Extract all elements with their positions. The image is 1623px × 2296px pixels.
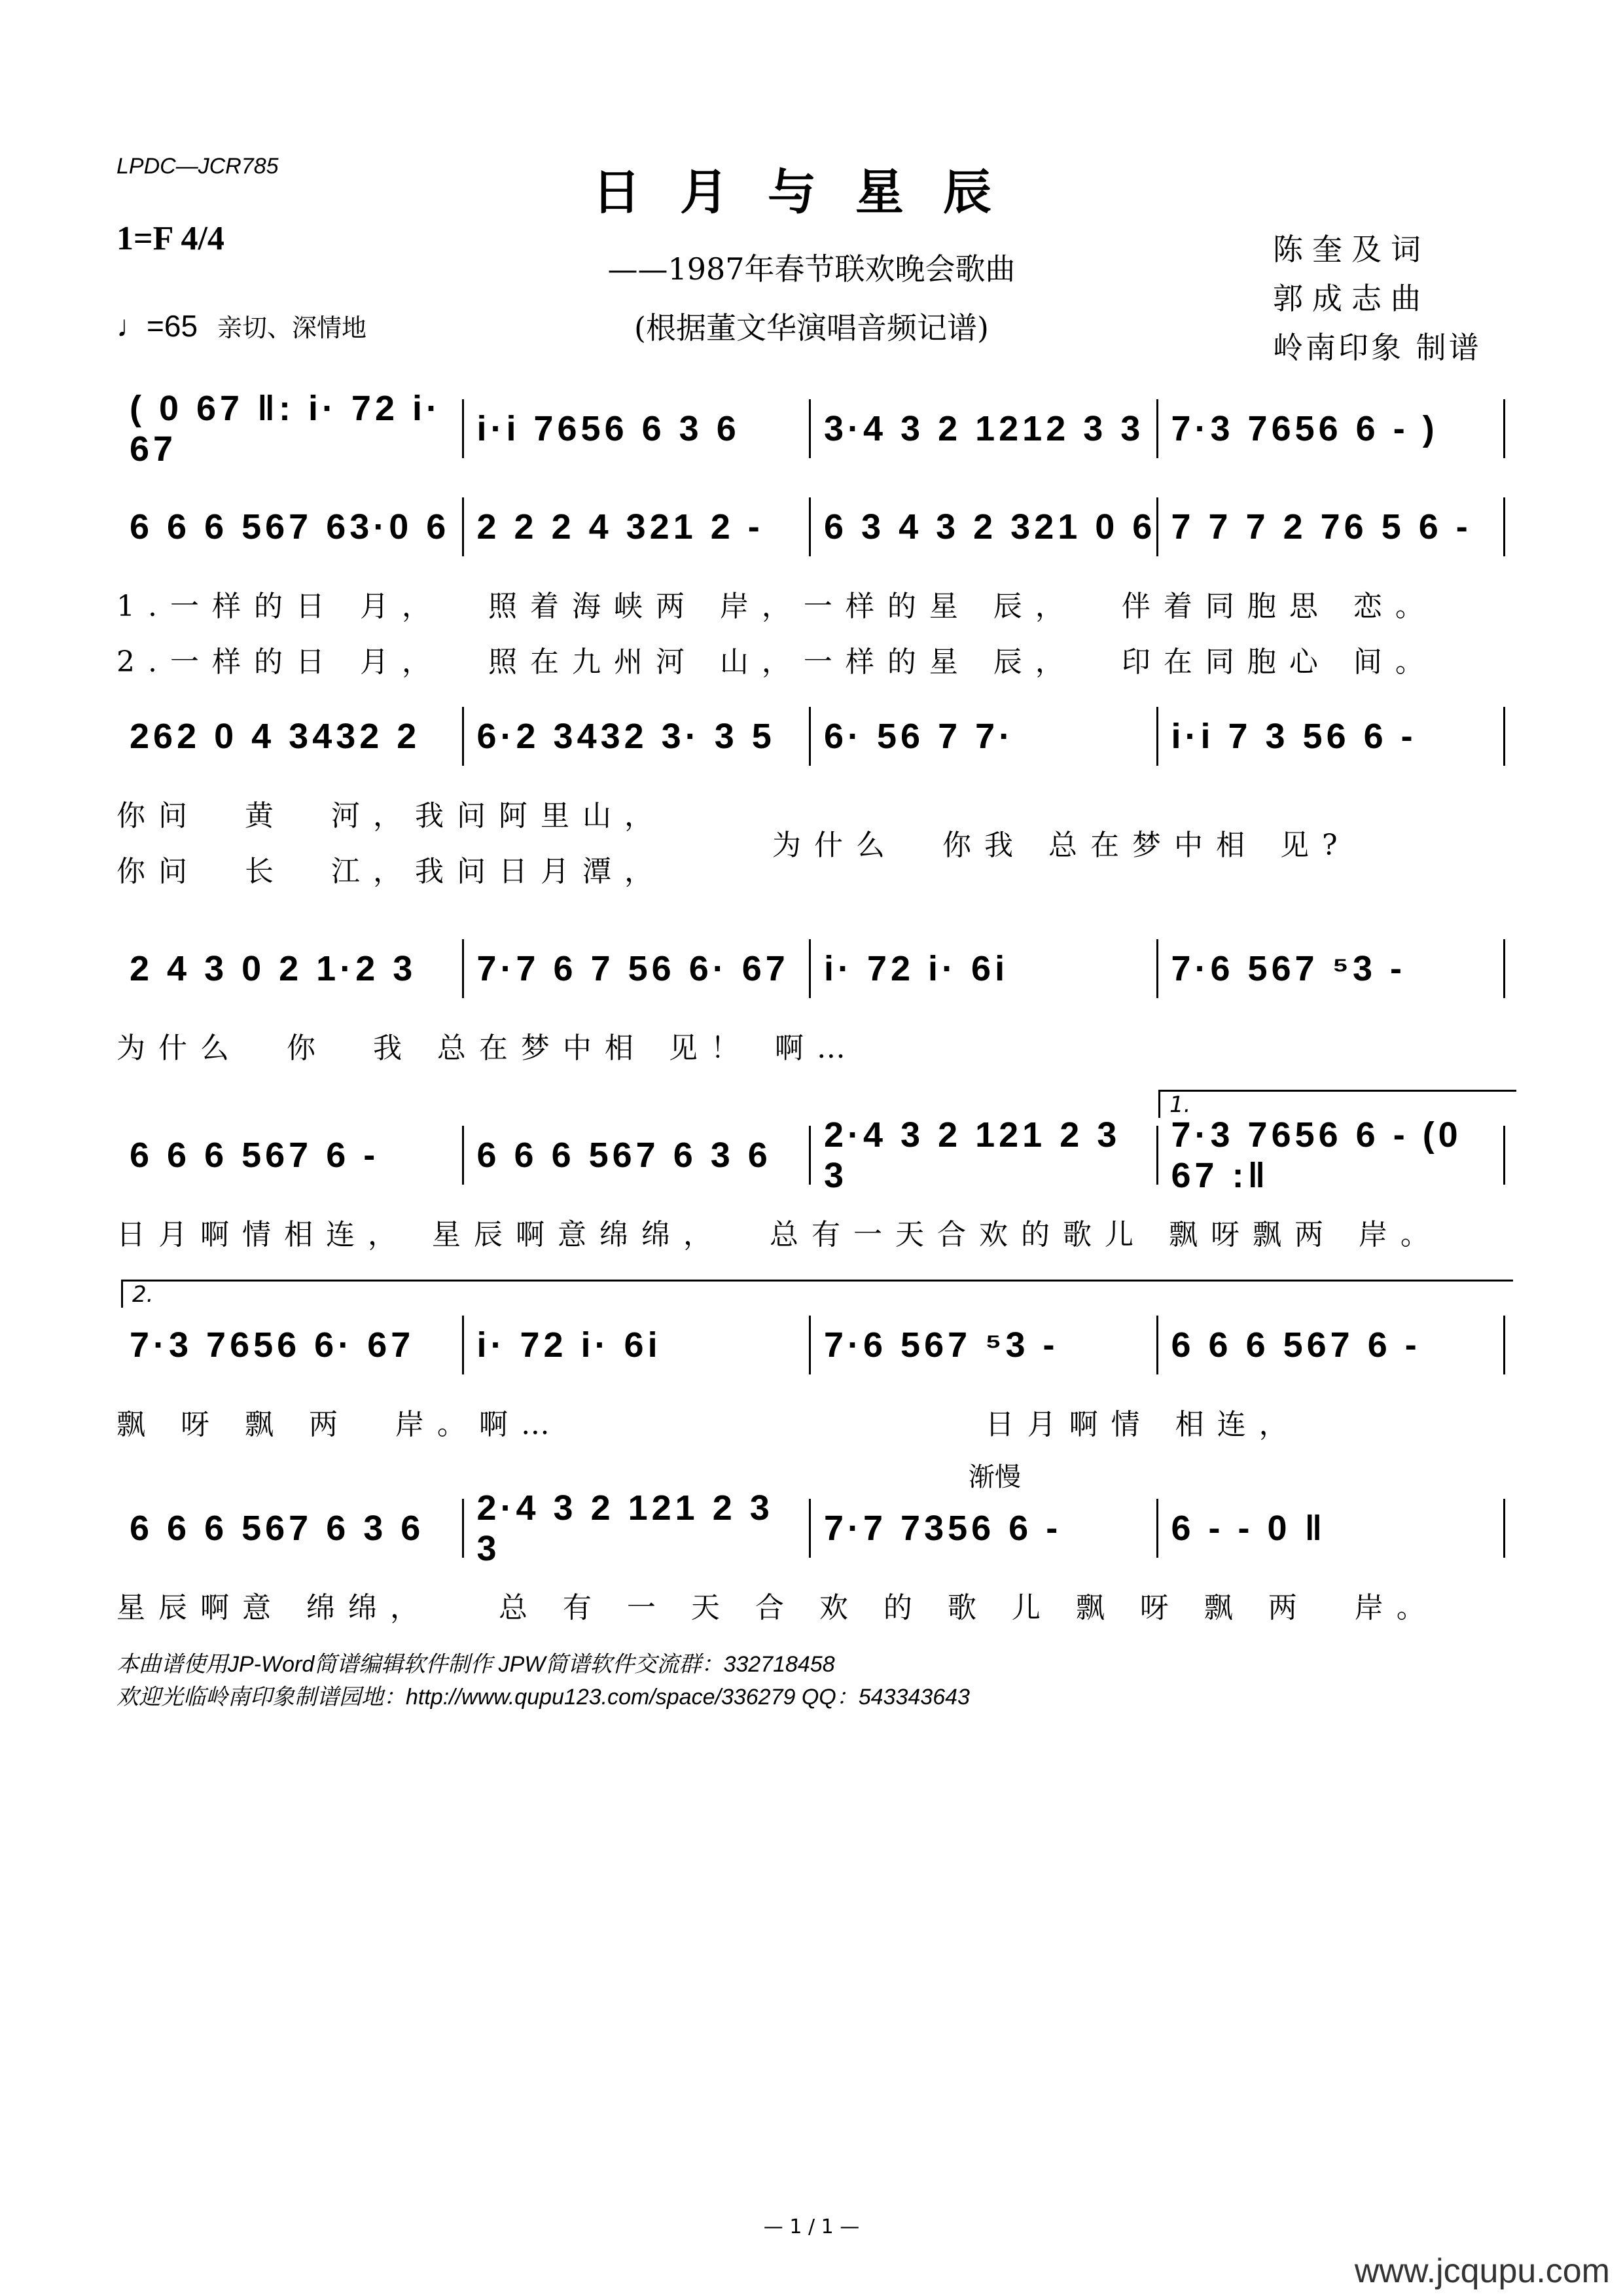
lyric-line: 1.一样的日 月， 照着海峡两 岸，一样的星 辰， 伴着同胞思 恋。 xyxy=(116,590,1437,623)
score-code: LPDC—JCR785 xyxy=(116,154,279,179)
measure: 2 2 2 4 321 2 - xyxy=(464,497,812,556)
score-system xyxy=(116,389,1505,469)
measure: 6·2 3432 3· 3 5 xyxy=(464,707,812,766)
measure: 7·7 7356 6 - xyxy=(811,1499,1158,1558)
score-system xyxy=(116,497,1505,556)
measure: 7·6 567 ⁵3 - xyxy=(811,1316,1158,1374)
measure: 6 6 6 567 63·0 6 xyxy=(116,497,464,556)
measure: 2·4 3 2 121 2 3 3 xyxy=(811,1126,1158,1185)
score-system xyxy=(116,707,1505,766)
refrain-lyric: 为什么 你我 总在梦中相 见? xyxy=(772,829,1351,862)
footer-line-1: 本曲谱使用JP-Word简谱编辑软件制作 JPW简谱软件交流群：332718458 xyxy=(116,1652,835,1677)
arranger: 岭南印象 制谱 xyxy=(1273,330,1482,365)
measure: 7 7 7 2 76 5 6 - xyxy=(1158,497,1506,556)
volta-bracket: 1. xyxy=(1158,1090,1516,1118)
lyric-line: 为什么 你 我 总在梦中相 见！ 啊… xyxy=(116,1031,859,1065)
score-system xyxy=(116,939,1505,998)
expression: 亲切、深情地 xyxy=(217,315,367,342)
measure: 7·3 7656 6 - (0 67 :‖ xyxy=(1158,1126,1506,1185)
lyric-line: 星辰啊意 绵绵， 总 有 一 天 合 欢 的 歌 儿 飘 呀 飘 两 岸。 xyxy=(116,1591,1438,1624)
lyricist: 陈奎及词 xyxy=(1273,232,1430,267)
lyric-line: 你问 黄 河，我问阿里山， xyxy=(116,799,666,833)
tempo-mark: 渐慢 xyxy=(969,1462,1021,1492)
footer-line-2: 欢迎光临岭南印象制谱园地：http://www.qupu123.com/space/336279 QQ：543343643 xyxy=(116,1685,970,1710)
transcription-note: (根据董文华演唱音频记谱) xyxy=(634,310,989,346)
tempo xyxy=(116,308,366,344)
measure: i·i 7 3 56 6 - xyxy=(1158,707,1506,766)
measure: 6 - - 0 ‖ xyxy=(1158,1499,1506,1558)
measure: 7·6 567 ⁵3 - xyxy=(1158,939,1506,998)
composer: 郭成志曲 xyxy=(1273,281,1430,316)
measure: 6· 56 7 7· xyxy=(811,707,1158,766)
measure: 6 6 6 567 6 3 6 xyxy=(464,1126,812,1185)
measure: 6 3 4 3 2 321 0 6 xyxy=(811,497,1158,556)
measure: 7·3 7656 6· 67 xyxy=(116,1316,464,1374)
measure: i· 72 i· 6i xyxy=(464,1316,812,1374)
measure: 6 6 6 567 6 - xyxy=(1158,1316,1506,1374)
tempo-value: ♩=65 xyxy=(116,309,198,343)
lyric-line: 飘 呀 飘 两 岸。啊… 日月啊情 相连， xyxy=(116,1408,1301,1441)
measure: 7·7 6 7 56 6· 67 xyxy=(464,939,812,998)
measure: 3·4 3 2 1212 3 3 xyxy=(811,399,1158,458)
watermark: www.jcqupu.com xyxy=(1354,2252,1610,2290)
key-signature: 1=F 4/4 xyxy=(116,220,224,257)
lyric-line: 你问 长 江，我问日月潭， xyxy=(116,855,666,888)
song-title: 日月与星辰 xyxy=(592,164,1031,221)
measure: ( 0 67 ‖: i· 72 i· 67 xyxy=(116,399,464,458)
measure: 2·4 3 2 121 2 3 3 xyxy=(464,1499,812,1558)
measure: 6 6 6 567 6 - xyxy=(116,1126,464,1185)
subtitle: ——1987年春节联欢晚会歌曲 xyxy=(607,251,1016,287)
lyric-line: 2.一样的日 月， 照在九州河 山，一样的星 辰， 印在同胞心 间。 xyxy=(116,645,1437,679)
measure: i·i 7656 6 3 6 xyxy=(464,399,812,458)
score-system xyxy=(116,1488,1505,1568)
lyric-line: 日月啊情相连， 星辰啊意绵绵， 总有一天合欢的歌儿 飘呀飘两 岸。 xyxy=(116,1218,1442,1251)
measure: i· 72 i· 6i xyxy=(811,939,1158,998)
volta-bracket: 2. xyxy=(121,1280,1513,1308)
measure: 7·3 7656 6 - ) xyxy=(1158,399,1506,458)
measure: 6 6 6 567 6 3 6 xyxy=(116,1499,464,1558)
score-system xyxy=(116,1316,1505,1374)
measure: 2 4 3 0 2 1·2 3 xyxy=(116,939,464,998)
page-number: — 1 / 1 — xyxy=(763,2215,860,2238)
score-system xyxy=(116,1115,1505,1195)
measure: 262 0 4 3432 2 xyxy=(116,707,464,766)
